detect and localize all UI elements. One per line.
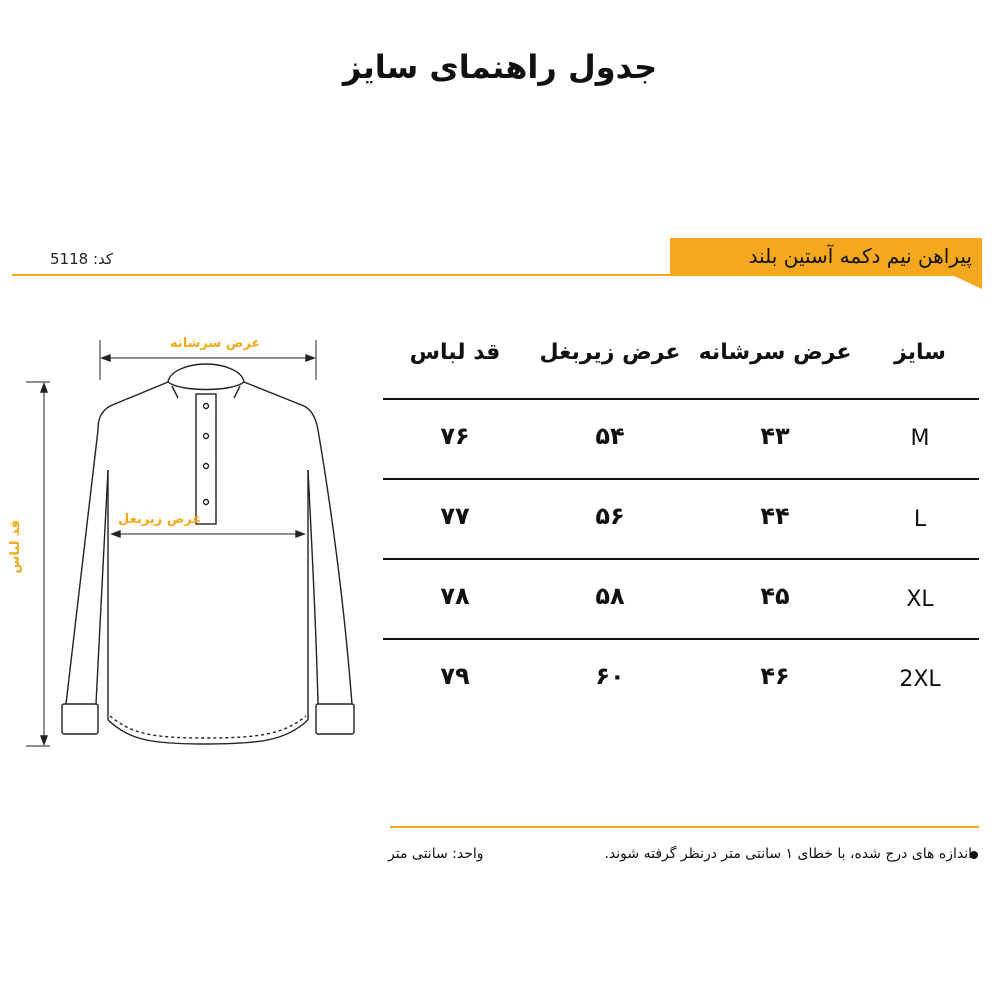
product-code: کد: 5118 (50, 250, 114, 268)
cell-length: ۷۹ (440, 662, 470, 690)
header-chest: عرض زیربغل (539, 340, 681, 365)
table-divider (383, 478, 979, 480)
cell-length: ۷۶ (440, 422, 470, 450)
header-shoulder: عرض سرشانه (698, 340, 852, 365)
shoulder-width-label: عرض سرشانه (170, 336, 261, 351)
chest-width-label: عرض زیربغل (118, 512, 202, 527)
cell-shoulder: ۴۴ (760, 502, 790, 530)
shirt-diagram (0, 320, 380, 760)
cell-size: XL (906, 587, 934, 612)
cell-shoulder: ۴۳ (760, 422, 790, 450)
banner-tab (952, 275, 982, 289)
table-divider (383, 558, 979, 560)
cell-length: ۷۷ (440, 502, 470, 530)
cell-chest: ۵۴ (595, 422, 625, 450)
cell-chest: ۶۰ (595, 662, 625, 690)
header-length: قد لباس (409, 340, 501, 365)
table-divider (383, 638, 979, 640)
cell-shoulder: ۴۶ (760, 662, 790, 690)
header-size: سایز (894, 340, 946, 365)
cell-size: L (913, 507, 927, 532)
footer-divider (390, 826, 979, 828)
tolerance-note: اندازه های درج شده، با خطای ۱ سانتی متر درنظر گرفته شوند. (604, 846, 972, 862)
cell-size: 2XL (899, 667, 941, 692)
product-name-banner: پیراهن نیم دکمه آستین بلند (670, 238, 982, 275)
length-label: قد لباس (8, 520, 23, 574)
cell-chest: ۵۸ (595, 582, 625, 610)
cell-chest: ۵۶ (595, 502, 625, 530)
page-title: جدول راهنمای سایز (342, 48, 658, 86)
cell-length: ۷۸ (440, 582, 470, 610)
table-divider (383, 398, 979, 400)
cell-size: M (910, 426, 930, 451)
unit-label: واحد: سانتی متر (388, 846, 484, 862)
cell-shoulder: ۴۵ (760, 582, 790, 610)
